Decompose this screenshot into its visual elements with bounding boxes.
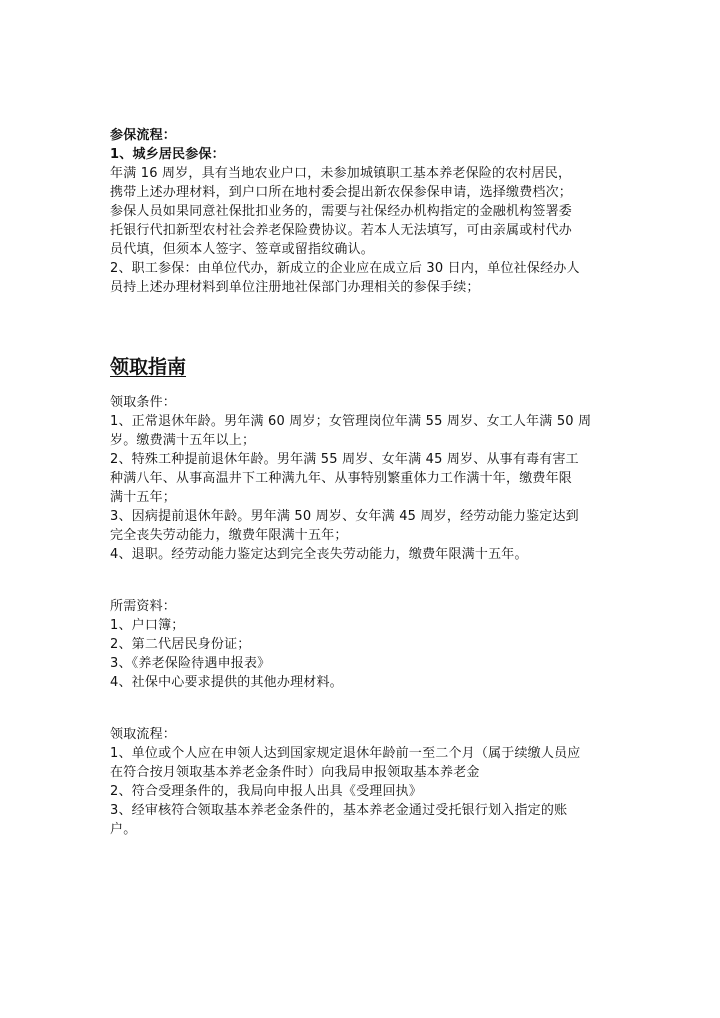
enrollment-item1-line: 员代填，但须本人签字、签章或留指纹确认。	[110, 242, 375, 257]
materials-section	[110, 597, 630, 692]
conditions-line: 3、因病提前退休年龄。男年满 50 周岁、女年满 45 周岁，经劳动能力鉴定达到	[110, 509, 579, 524]
enrollment-item1-heading: 1、城乡居民参保：	[110, 147, 225, 162]
materials-title: 所需资料：	[110, 599, 177, 614]
process-section	[110, 725, 630, 839]
conditions-line: 岁。缴费满十五年以上；	[110, 433, 256, 448]
process-line: 在符合按月领取基本养老金条件时）向我局申报领取基本养老金	[110, 765, 480, 780]
materials-line: 4、社保中心要求提供的其他办理材料。	[110, 675, 343, 690]
conditions-line: 完全丧失劳动能力，缴费年限满十五年；	[110, 528, 348, 543]
process-title: 领取流程：	[110, 727, 177, 742]
materials-line: 2、第二代居民身份证；	[110, 637, 251, 652]
materials-line: 3、《养老保险待遇申报表》	[110, 656, 271, 671]
process-line: 户。	[110, 822, 137, 837]
conditions-line: 2、特殊工种提前退休年龄。男年满 55 周岁、女年满 45 周岁、从事有毒有害工	[110, 452, 579, 467]
process-line: 2、符合受理条件的，我局向申报人出具《受理回执》	[110, 784, 423, 799]
process-line: 1、单位或个人应在申领人达到国家规定退休年龄前一至二个月（属于续缴人员应	[110, 746, 581, 761]
conditions-section	[110, 393, 630, 564]
guide-heading: 领取指南	[110, 356, 187, 378]
document-content	[110, 126, 630, 839]
enrollment-item1-line: 年满 16 周岁，具有当地农业户口，未参加城镇职工基本养老保险的农村居民，	[110, 166, 572, 181]
enrollment-title: 参保流程：	[110, 128, 177, 143]
enrollment-item1-line: 托银行代扣新型农村社会养老保险费协议。若本人无法填写，可由亲属或村代办	[110, 223, 573, 238]
conditions-title: 领取条件：	[110, 395, 177, 410]
enrollment-item1-line: 参保人员如果同意社保批扣业务的，需要与社保经办机构指定的金融机构签署委	[110, 204, 573, 219]
conditions-line: 满十五年；	[110, 490, 177, 505]
enrollment-item2-line: 2、职工参保：由单位代办，新成立的企业应在成立后 30 日内，单位社保经办人	[110, 261, 580, 276]
enrollment-item2-line: 员持上述办理材料到单位注册地社保部门办理相关的参保手续；	[110, 280, 480, 295]
enrollment-section	[110, 126, 630, 297]
enrollment-item1-line: 携带上述办理材料，到户口所在地村委会提出新农保参保申请，选择缴费档次；	[110, 185, 573, 200]
conditions-line: 种满八年、从事高温井下工种满九年、从事特别繁重体力工作满十年，缴费年限	[110, 471, 573, 486]
conditions-line: 4、退职。经劳动能力鉴定达到完全丧失劳动能力，缴费年限满十五年。	[110, 547, 528, 562]
materials-line: 1、户口簿；	[110, 618, 185, 633]
process-line: 3、经审核符合领取基本养老金条件的，基本养老金通过受托银行划入指定的账	[110, 803, 568, 818]
conditions-line: 1、正常退休年龄。男年满 60 周岁；女管理岗位年满 55 周岁、女工人年满 50 周	[110, 414, 592, 429]
